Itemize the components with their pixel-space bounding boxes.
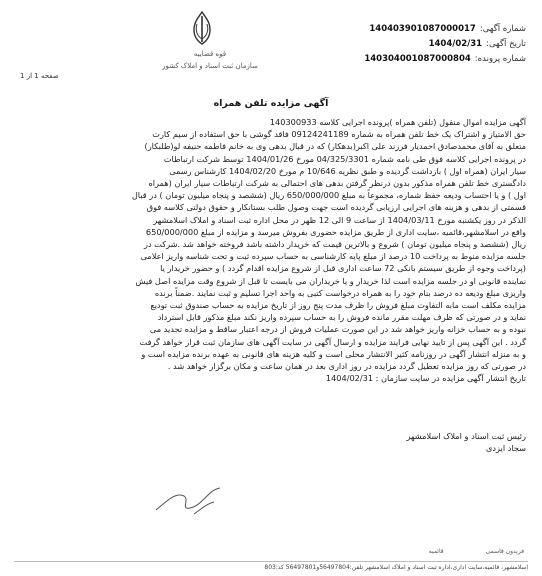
body-line: نبوده و به حساب خزانه واریز خواهد شد در این صورت عملیات فروش از درجه اعتبار ساقط و مزایده تجدید می (149, 324, 526, 335)
body-line: جلسه مزایده منوط به پرداخت 10 درصد از مبلغ پایه کارشناسی به حساب سپرده ثبت و تحت شناسه واریز اعلامی (140, 251, 526, 262)
body-line: قسمتی از بدهی و هزینه های اجرایی ارزیابی گردیده است جهت وصول طلب بستانکار و حقوق دولتی کلاسه فوق (146, 202, 526, 213)
footer-names (0, 548, 524, 555)
body-line: ریال (ششصد و پنجاه میلیون تومان ) شروع و بالاترین قیمت که خریدار داشته باشد فروخته خواهد شد .شرکت در (143, 239, 526, 250)
body-line: مزایده مکلف است مابه التفاوت مبلغ فروش را ظرف مدت پنج روز از تاریخ مزایده به حساب صندوق ثبت تودیع (150, 300, 526, 311)
body-line: واریزی مبلغ ودیعه ده درصد بنام خود را به همراه درخواست کتبی به واحد اجرا تسلیم و ثبت نمایند .ضمناً برنده (154, 287, 526, 298)
body-line: (پرداخت وجوه از طریق سیستم بانکی 72 ساعت اداری قبل از شروع مزایده اقدام گردد ) و حضور خریدار یا (160, 263, 526, 274)
notice-date: 1404/02/31 (428, 39, 483, 49)
body-line: و به منزله انتشار آگهی در روزنامه کثیر الانتشار محلی است و کلیه هزینه های قانونی به عهده برنده مزایده است و (141, 348, 526, 359)
iran-emblem-icon (185, 8, 219, 48)
case-number-row (316, 52, 526, 67)
body-line: اول ) و یا احتساب ودیعه حفظ شماره، مجموعاً به مبلغ 650/000/000 ریال (ششصد و پنجاه میلیون تومان ) در قبال (131, 190, 526, 201)
page-number: صفحه 1 از 1 (20, 72, 59, 80)
signatory-name: سجاد ایزدی (485, 443, 526, 454)
notice-date-label: تاریخ آگهی: (486, 39, 526, 49)
case-number: 140304001087000804 (364, 54, 471, 64)
notice-title: آگهی مزایده تلفن همراه (213, 98, 329, 109)
org-name-judiciary: قوه قضاییه (193, 50, 227, 58)
footer-address: اسلامشهر، قائمیه،سایت اداری،اداره ثبت اسناد و املاک اسلامشهر تلفن:56497804و56497801 کد:803 (14, 561, 528, 571)
notice-number: 140403901087000017 (369, 24, 476, 34)
body-line: سیار ایران (همراه اول ) بازداشت گردیده و طبق نظریه 10/646 م مورخ 1404/02/20 کارشناس رسمی (169, 165, 526, 176)
footer-right-text: فریدون قاسمی (485, 548, 524, 555)
body-line: حق الامتیاز و اشتراک یک خط تلفن همراه به شماره 09124241189 فاقد گوشی با حق استفاده از سیم کارت (152, 129, 526, 140)
body-line: واقع در اسلامشهر،قائمیه ،سایت اداری از طریق مزایده حضوری بفروش میرسد و مزایده از مبلغ 650/000/000 (145, 226, 526, 237)
body-line: در صورتی که روز مزایده تعطیل گردد مزایده در روز اداری بعد در همان ساعت و مکان برگزار خواهد شد . (167, 361, 526, 372)
body-line: متعلق به آقای محمدصادق احمدیار فرزند علی اکبر(بدهکار) که در قبال بدهی وی به خانم فاطمه حنیفه لو(طلبکار) (144, 141, 526, 152)
body-line: تاریخ انتشار آگهی مزایده در سایت سازمان : 1404/02/31 (325, 373, 526, 384)
body-line: نماید و در صورتی که ظرف مهلت مقرر مانده فروش را به حساب سپرده واریز نکند مبلغ مذکور قابل استرداد (157, 312, 526, 323)
body-line: در پرونده اجرایی کلاسه فوق طی نامه شماره 04/325/3301 مورخ 1404/01/26 توسط شرکت ارتباطات (163, 153, 526, 164)
footer-left-text: قائمیه (428, 548, 444, 555)
body-line: الذکر در روز یکشنبه مورخ 1404/03/11 از ساعت 9 الی 12 ظهر در محل اداره ثبت اسناد و املاک اسلامشهر (153, 214, 526, 225)
body-line: نماینده قانونی او در جلسه مزایده است لذا خریدار و یا خریداران می بایست تا قبل از شروع وقت مزایده اصل فیش (135, 275, 526, 286)
notice-date-row (316, 37, 526, 52)
body-line: دادگستری خط تلفن همراه مذکور بدون درنظر گرفتن بدهی های احتمالی به شرکت ارتباطات سیار ایران (همراه (148, 178, 526, 189)
signatory-block (406, 430, 526, 454)
signatory-title: رئیس ثبت اسناد و املاک اسلامشهر (406, 431, 526, 441)
body-line: آگهی مزایده اموال منقول (تلفن همراه )پرونده اجرایی کلاسه 140300933 (269, 117, 526, 127)
notice-number-row (316, 22, 526, 37)
notice-meta (316, 22, 526, 67)
notice-number-label: شماره آگهی: (479, 24, 526, 34)
case-number-label: شماره پرونده: (474, 54, 526, 64)
handwritten-signature-icon (150, 470, 230, 530)
notice-body (20, 116, 526, 384)
body-line: گردد . این آگهی پس از تایید نهایی فرایند مزایده و ارسال آگهی در سایت آگهی های سازمان ثبت قرار خواهد گرفت (139, 336, 526, 347)
org-name-registry: سازمان ثبت اسناد و املاک کشور (162, 62, 258, 70)
